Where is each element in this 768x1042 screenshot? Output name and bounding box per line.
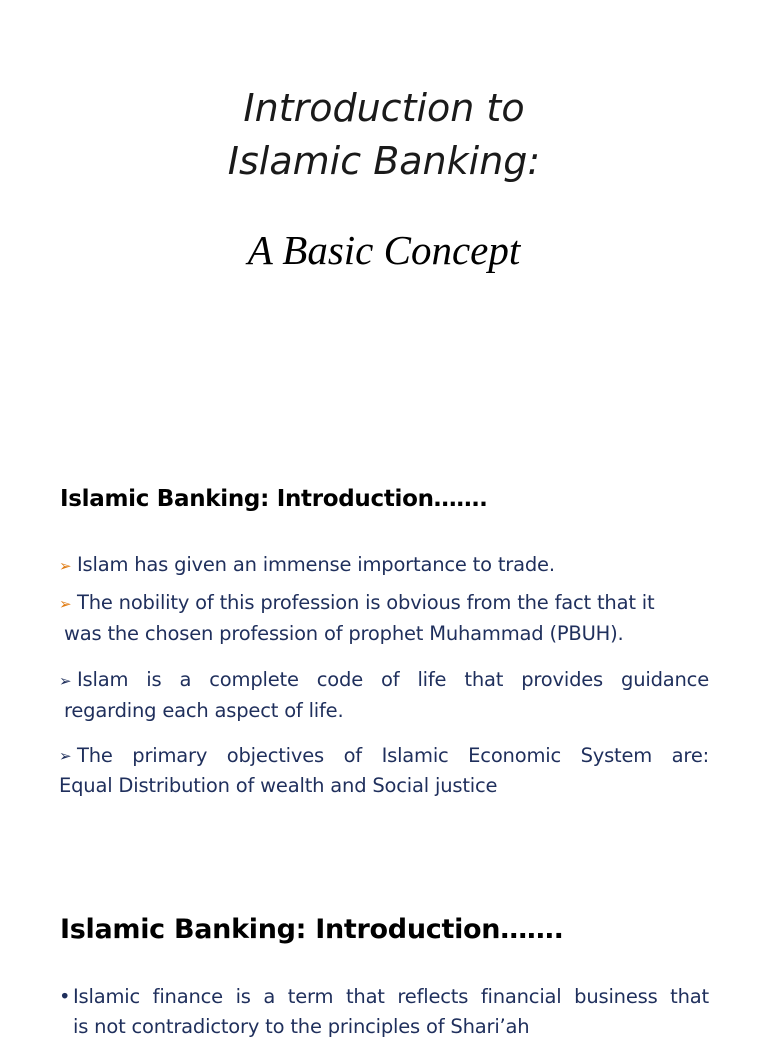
- point-text: Islam has given an immense importance to trade.: [77, 553, 555, 576]
- point-text-continued: was the chosen profession of prophet Muhammad (PBUH).: [64, 622, 624, 645]
- slide-heading: Islamic Banking: Introduction…….: [60, 486, 488, 512]
- point-text-continued: regarding each aspect of life.: [64, 699, 344, 722]
- intro-slide-2: [0, 880, 768, 1038]
- arrow-bullet-icon: ➢: [59, 595, 72, 613]
- intro-slide: [0, 440, 768, 880]
- point-text: Islamic finance is a term that reflects financial business that: [73, 985, 709, 1008]
- point-text: The nobility of this profession is obvious from the fact that it: [77, 591, 655, 614]
- title-line-2: Islamic Banking:: [227, 139, 541, 183]
- arrow-bullet-icon: ➢: [59, 747, 72, 765]
- bullet-dot-icon: •: [59, 985, 71, 1008]
- bullet-point: [59, 741, 709, 801]
- title-line-1: Introduction to: [243, 86, 525, 130]
- title-slide: [0, 0, 768, 440]
- subtitle: A Basic Concept: [247, 227, 521, 273]
- point-text-continued: is not contradictory to the principles of Shari’ah: [73, 1015, 530, 1038]
- point-text-continued: Equal Distribution of wealth and Social justice: [59, 774, 498, 797]
- point-text: Islam is a complete code of life that provides guidance: [77, 668, 709, 691]
- slide-heading: Islamic Banking: Introduction…….: [60, 914, 564, 945]
- arrow-bullet-icon: ➢: [59, 672, 72, 690]
- bullet-point: [59, 982, 709, 1042]
- bullet-point: [59, 588, 709, 649]
- bullet-point: [59, 550, 709, 581]
- bullet-point: [59, 665, 709, 726]
- point-text: The primary objectives of Islamic Economic System are:: [77, 744, 709, 767]
- arrow-bullet-icon: ➢: [59, 557, 72, 575]
